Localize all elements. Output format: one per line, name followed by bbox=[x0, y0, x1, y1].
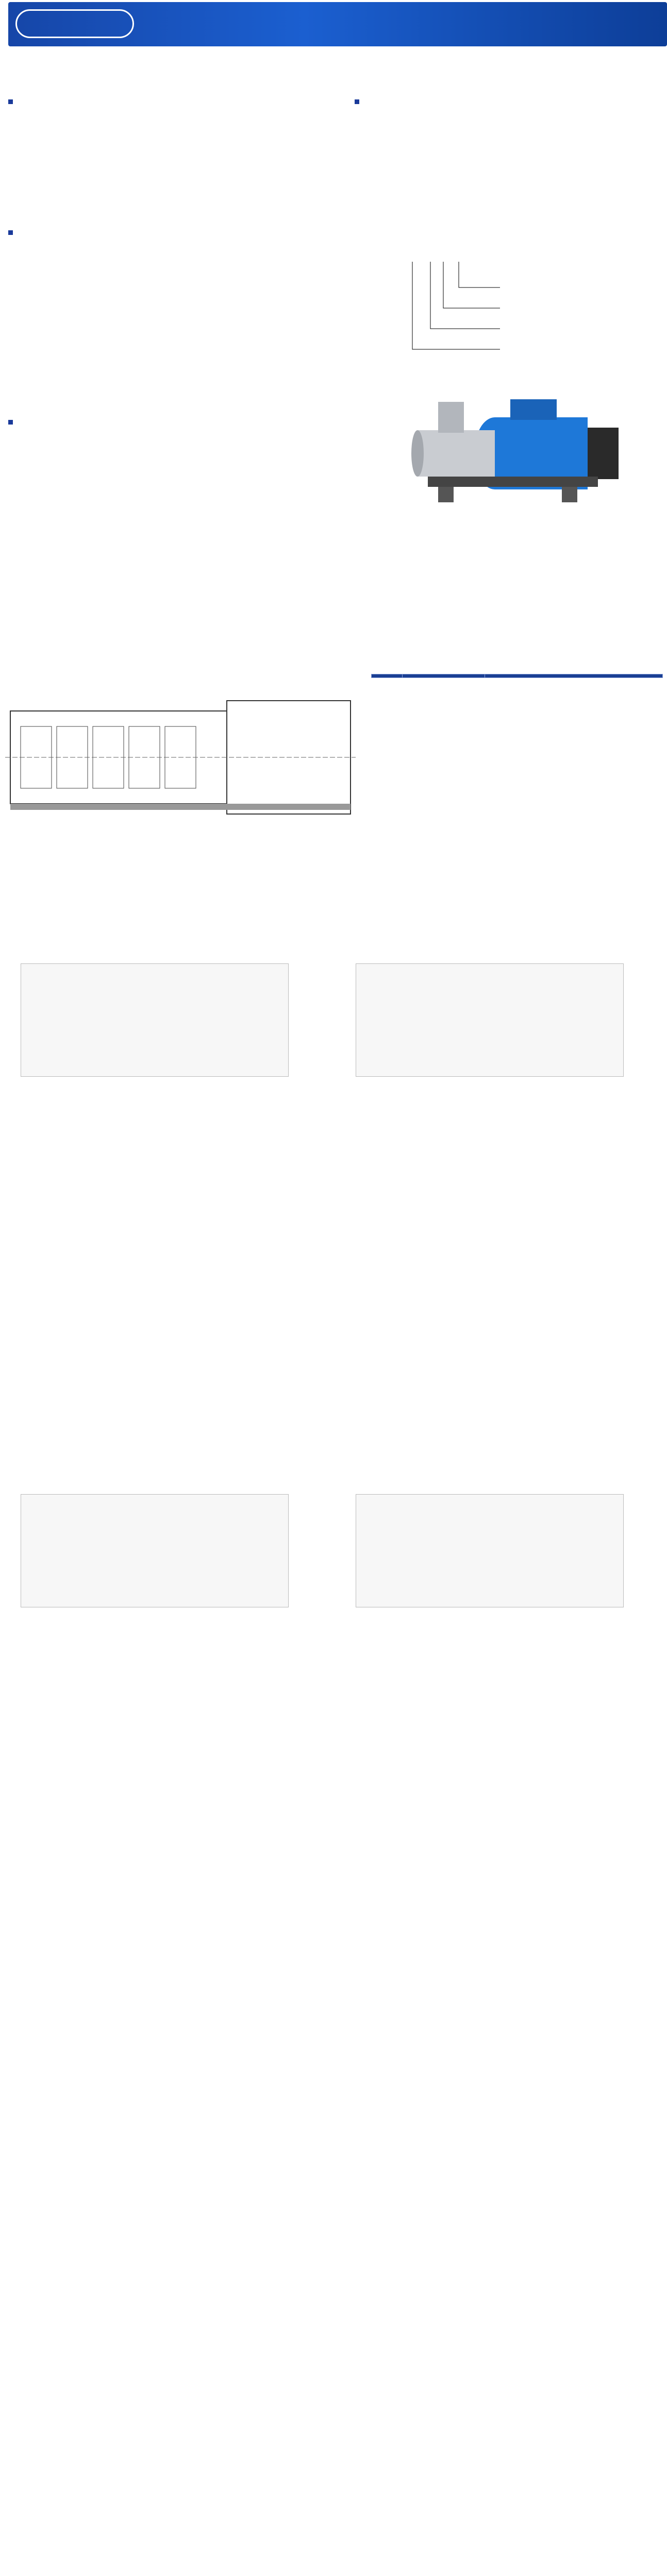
install-drawing-cml15 bbox=[21, 1494, 289, 1607]
col-header bbox=[403, 674, 485, 678]
brand-logo bbox=[15, 9, 134, 38]
install-drawing-cml1-3-5 bbox=[21, 963, 289, 1077]
col-header bbox=[372, 674, 403, 678]
header-banner bbox=[8, 2, 667, 46]
install-drawing-cml25 bbox=[356, 1494, 624, 1607]
connotation-leader-lines bbox=[402, 262, 505, 365]
pump-cutaway-diagram bbox=[5, 690, 361, 860]
install-drawing-cml10 bbox=[356, 963, 624, 1077]
col-header bbox=[485, 674, 663, 678]
pump-photo bbox=[407, 381, 639, 526]
material-table bbox=[371, 674, 663, 678]
